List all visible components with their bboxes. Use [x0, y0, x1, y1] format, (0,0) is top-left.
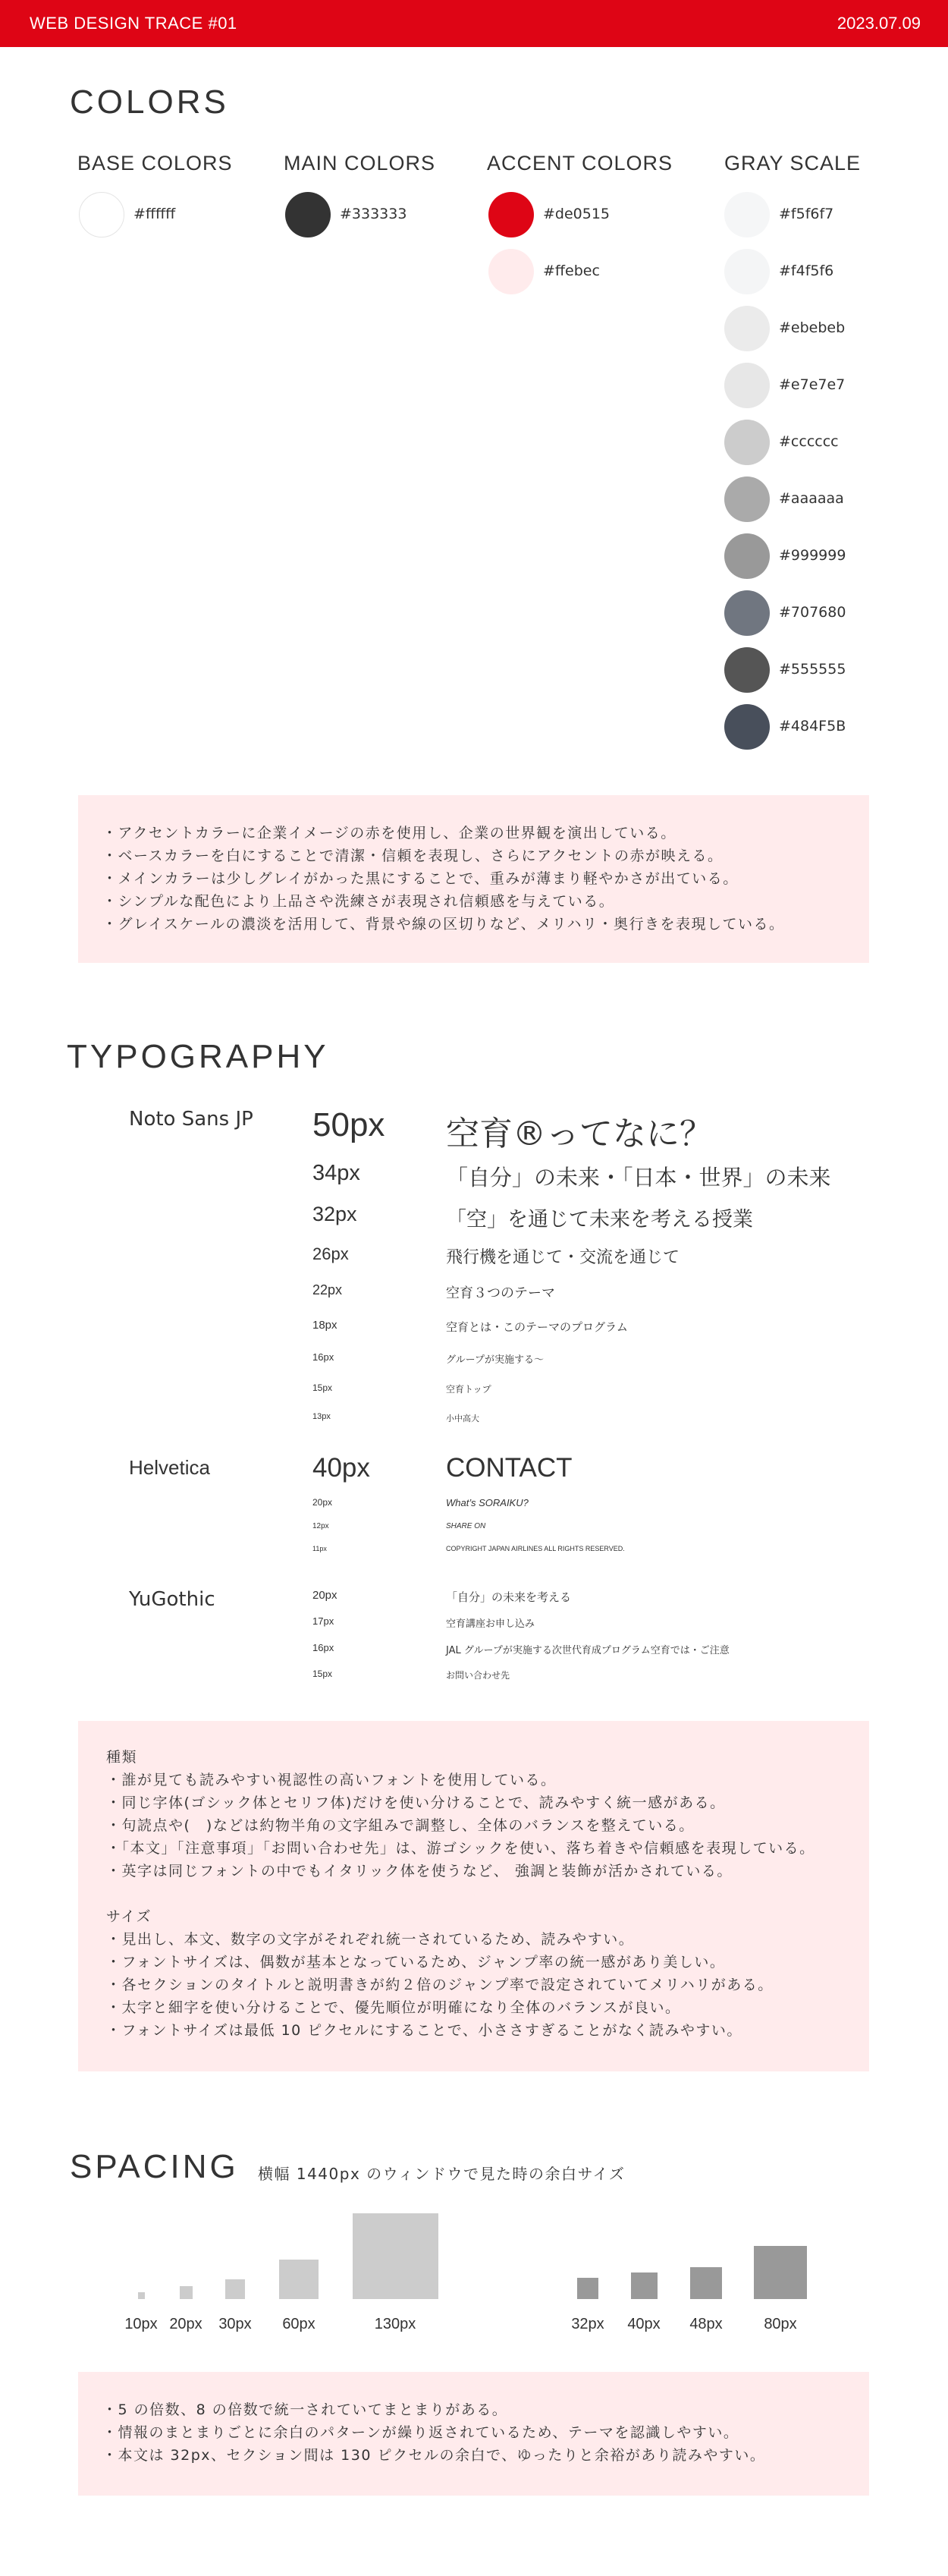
color-label: #f4f5f6 [779, 263, 834, 279]
base-color-swatch [79, 192, 176, 237]
color-circle [724, 477, 770, 522]
spacing-label: 130px [374, 2316, 416, 2332]
font-sample: 空育講座お申し込み [446, 1618, 535, 1630]
gray-swatch [724, 420, 839, 465]
typography-heading: TYPOGRAPHY [67, 1038, 329, 1075]
note-line: ・誰が見ても読みやすい視認性の高いフォントを使用している。 [106, 1772, 557, 1788]
color-label: #999999 [779, 547, 846, 564]
color-circle [724, 647, 770, 693]
color-circle [285, 192, 331, 237]
color-circle [724, 704, 770, 750]
note-line: ・「本文」「注意事項」「お問い合わせ先」は、游ゴシックを使い、落ち着きや信頼感を表現している。 [106, 1840, 815, 1857]
size-label: 16px [312, 1351, 334, 1363]
accent-color-swatch [488, 249, 600, 294]
font-sample: 「自分」の未来・「日本・世界」の未来 [446, 1165, 831, 1190]
note-line: ・各セクションのタイトルと説明書きが約２倍のジャンプ率で設定されていてメリハリがある。 [106, 1977, 774, 1993]
note-line [106, 1882, 869, 1905]
color-circle [724, 192, 770, 237]
note-line: ・シンプルな配色により上品さや洗練さが表現され信頼感を与えている。 [102, 893, 615, 910]
font-sample: JAL グループが実施する次世代育成プログラム空育では・ご注意 [446, 1645, 730, 1656]
gray-swatch [724, 306, 846, 351]
color-label: #de0515 [543, 206, 611, 222]
font-name-yugothic: YuGothic [129, 1588, 215, 1611]
spacing-square [353, 2213, 438, 2299]
size-label: 22px [312, 1282, 343, 1297]
font-sample: CONTACT [446, 1453, 573, 1483]
font-sample: 空育とは・このテーマのプログラム [446, 1320, 628, 1334]
size-label: 18px [312, 1319, 337, 1332]
color-label: #aaaaaa [779, 490, 844, 507]
header-date: 2023.07.09 [837, 14, 921, 33]
main-color-swatch [285, 192, 407, 237]
colors-notes-box [78, 795, 869, 963]
spacing-label: 20px [169, 2316, 202, 2332]
font-sample: 空育®ってなに？ [446, 1115, 713, 1153]
spacing-label: 32px [571, 2316, 604, 2332]
color-circle [724, 363, 770, 408]
note-line: ・グレイスケールの濃淡を活用して、背景や線の区切りなど、メリハリ・奥行きを表現している。 [102, 916, 785, 933]
spacing-subheading: 横幅 1440px のウィンドウで見た時の余白サイズ [258, 2165, 626, 2183]
note-line: ・本文は 32px、セクション間は 130 ピクセルの余白で、ゆったりと余裕があり読みやすい。 [102, 2447, 766, 2464]
note-line: ・見出し、本文、数字の文字がそれぞれ統一されているため、読みやすい。 [106, 1931, 635, 1948]
note-line: ・英字は同じフォントの中でもイタリック体を使うなど、 強調と装飾が活かされている。 [106, 1863, 733, 1879]
font-sample: 「自分」の未来を考える [446, 1590, 572, 1604]
accent-color-swatch [488, 192, 611, 237]
gray-swatch [724, 249, 834, 294]
note-line: ・フォントサイズは最低 10 ピクセルにすることで、小ささすぎることがなく読みやすい。 [106, 2022, 742, 2039]
gray-swatch [724, 477, 844, 522]
color-circle [724, 249, 770, 294]
color-circle [488, 192, 534, 237]
size-label: 20px [312, 1497, 333, 1508]
font-sample: SHARE ON [446, 1522, 486, 1530]
font-sample: 空育トップ [446, 1384, 491, 1395]
font-name-noto: Noto Sans JP [129, 1108, 253, 1131]
color-label: #333333 [340, 206, 407, 222]
gray-swatch [724, 590, 846, 636]
note-line: ・フォントサイズは、偶数が基本となっているため、ジャンプ率の統一感があり美しい。 [106, 1954, 726, 1971]
color-circle [79, 192, 124, 237]
spacing-label: 10px [124, 2316, 158, 2332]
spacing-label: 40px [627, 2316, 661, 2332]
gray-swatch [724, 192, 834, 237]
size-label: 20px [312, 1589, 337, 1602]
note-line: 種類 [106, 1749, 138, 1766]
color-circle [724, 420, 770, 465]
note-line: ・ベースカラーを白にすることで清潔・信頼を表現し、さらにアクセントの赤が映える。 [102, 848, 724, 864]
font-sample: 空育３つのテーマ [446, 1285, 555, 1301]
size-label: 11px [312, 1545, 327, 1552]
font-sample: お問い合わせ先 [446, 1670, 510, 1681]
note-line: ・5 の倍数、8 の倍数で統一されていてまとまりがある。 [102, 2401, 508, 2418]
header-title: WEB DESIGN TRACE #01 [30, 14, 237, 33]
gray-swatch [724, 704, 846, 750]
color-label: #555555 [779, 661, 846, 678]
size-label: 15px [312, 1382, 333, 1393]
base-colors-heading: BASE COLORS [77, 152, 233, 175]
color-label: #ebebeb [779, 319, 846, 336]
note-line: ・太字と細字を使い分けることで、優先順位が明確になり全体のバランスが良い。 [106, 1999, 681, 2016]
spacing-square [754, 2246, 807, 2299]
color-label: #f5f6f7 [779, 206, 834, 222]
color-circle [488, 249, 534, 294]
size-label: 12px [312, 1522, 329, 1530]
main-colors-heading: MAIN COLORS [284, 152, 436, 175]
color-label: #cccccc [779, 433, 839, 450]
spacing-label: 30px [218, 2316, 252, 2332]
color-label: #e7e7e7 [779, 376, 846, 393]
color-label: #ffffff [133, 206, 176, 222]
top-bar [0, 0, 948, 47]
spacing-square [690, 2267, 722, 2299]
spacing-label: 80px [764, 2316, 797, 2332]
spacing-label: 48px [689, 2316, 723, 2332]
font-sample: 飛行機を通じて・交流を通じて [446, 1248, 680, 1267]
size-label: 34px [312, 1161, 360, 1185]
size-label: 13px [312, 1412, 331, 1421]
size-label: 40px [312, 1453, 370, 1483]
font-sample: 小中高大 [446, 1414, 479, 1423]
note-line: ・句読点や( )などは約物半角の文字組みで調整し、全体のバランスを整えている。 [106, 1817, 695, 1834]
font-sample: What’s SORAIKU? [446, 1497, 529, 1508]
gray-scale-heading: GRAY SCALE [724, 152, 862, 175]
note-line: ・情報のまとまりごとに余白のパターンが繰り返されているため、テーマを認識しやすい。 [102, 2424, 739, 2441]
note-line: ・メインカラーは少しグレイがかった黒にすることで、重みが薄まり軽やかさが出ている。 [102, 870, 739, 887]
spacing-square [225, 2279, 245, 2299]
accent-colors-heading: ACCENT COLORS [487, 152, 673, 175]
font-name-helvetica: Helvetica [129, 1456, 210, 1479]
spacing-square [180, 2286, 193, 2299]
font-sample: COPYRIGHT JAPAN AIRLINES ALL RIGHTS RESERVED. [446, 1545, 625, 1552]
color-label: #484F5B [779, 718, 846, 734]
size-label: 15px [312, 1669, 333, 1679]
spacing-square [279, 2260, 319, 2299]
spacing-heading: SPACING [70, 2148, 239, 2185]
spacing-square [138, 2292, 145, 2299]
color-circle [724, 306, 770, 351]
color-circle [724, 533, 770, 579]
gray-swatch [724, 533, 846, 579]
gray-swatch [724, 363, 846, 408]
font-sample: グループが実施する〜 [446, 1354, 544, 1366]
note-line: サイズ [106, 1908, 152, 1925]
size-label: 16px [312, 1642, 334, 1653]
font-sample: 「空」を通じて未来を考える授業 [446, 1208, 753, 1231]
note-line: ・同じ字体(ゴシック体とセリフ体)だけを使い分けることで、読みやすく統一感がある。 [106, 1794, 726, 1811]
note-line: ・アクセントカラーに企業イメージの赤を使用し、企業の世界観を演出している。 [102, 825, 676, 841]
size-label: 26px [312, 1244, 349, 1263]
gray-swatch [724, 647, 846, 693]
size-label: 17px [312, 1615, 334, 1627]
color-label: #707680 [779, 604, 846, 621]
typography-notes-box [78, 1721, 869, 2071]
colors-heading: COLORS [70, 83, 229, 121]
color-circle [724, 590, 770, 636]
size-label: 32px [312, 1203, 357, 1225]
spacing-square [631, 2272, 658, 2299]
spacing-notes-box [78, 2372, 869, 2496]
size-label: 50px [312, 1106, 385, 1143]
spacing-square [577, 2278, 598, 2299]
spacing-label: 60px [282, 2316, 315, 2332]
color-label: #ffebec [543, 263, 600, 279]
